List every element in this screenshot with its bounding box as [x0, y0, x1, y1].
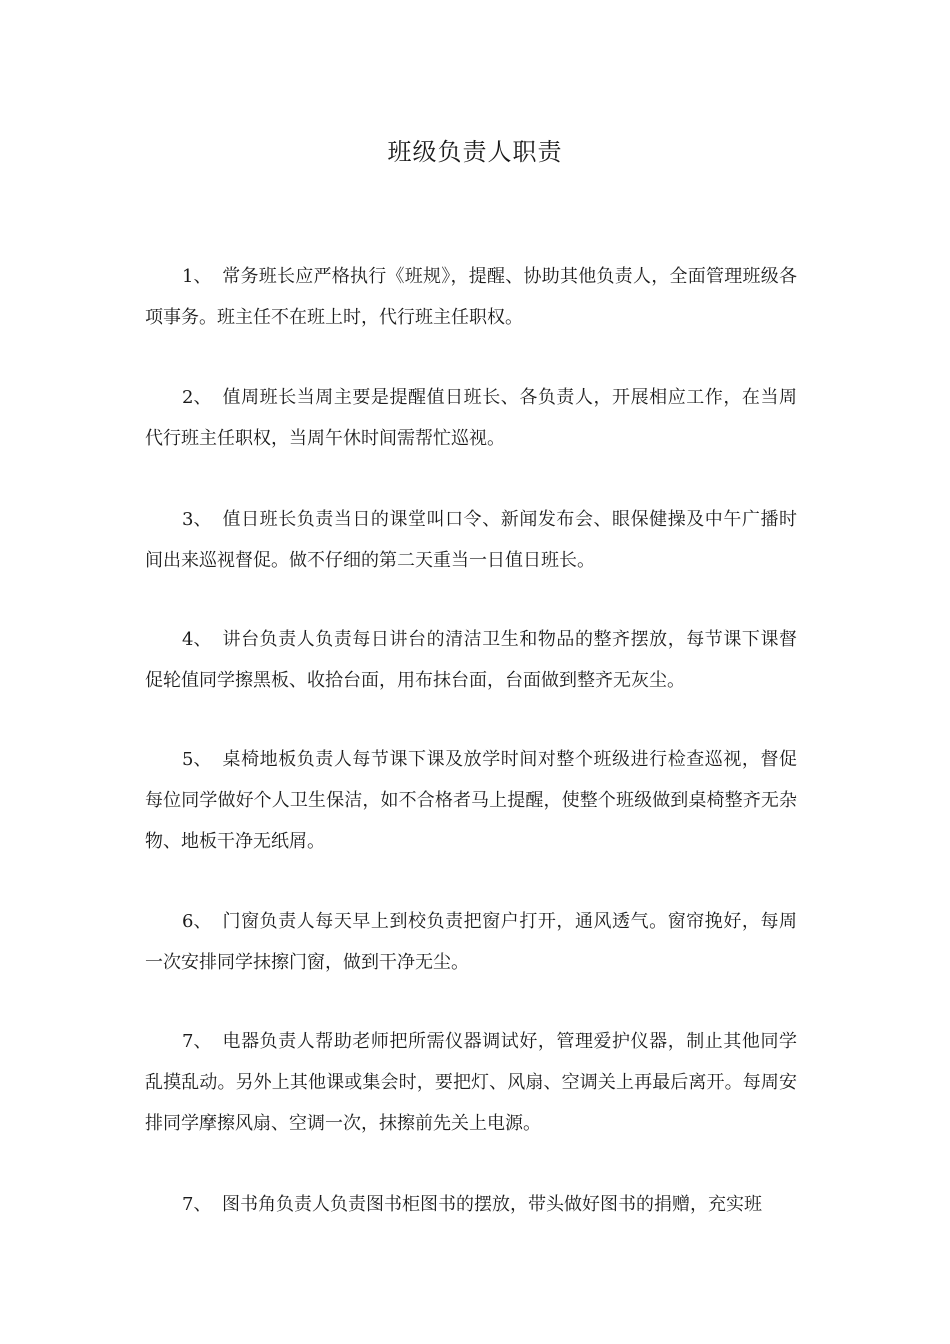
item-number: 7、	[182, 1194, 212, 1215]
list-item	[145, 1184, 797, 1225]
item-number: 2、	[182, 387, 212, 408]
item-number: 6、	[182, 911, 212, 932]
item-text: 桌椅地板负责人每节课下课及放学时间对整个班级进行检查巡视，督促每位同学做好个人卫生保洁，如不合格者马上提醒，使整个班级做到桌椅整齐无杂物、地板干净无纸屑。	[145, 749, 797, 852]
list-item	[145, 377, 797, 459]
item-number: 3、	[182, 509, 212, 530]
item-text: 电器负责人帮助老师把所需仪器调试好，管理爱护仪器，制止其他同学乱摸乱动。另外上其他课或集会时，要把灯、风扇、空调关上再最后离开。每周安排同学摩擦风扇、空调一次，抹擦前先关上电源。	[145, 1031, 797, 1134]
item-text: 常务班长应严格执行《班规》，提醒、协助其他负责人，全面管理班级各项事务。班主任不在班上时，代行班主任职权。	[145, 266, 797, 328]
list-item	[145, 256, 797, 338]
item-text: 值日班长负责当日的课堂叫口令、新闻发布会、眼保健操及中午广播时间出来巡视督促。做不仔细的第二天重当一日值日班长。	[145, 509, 797, 571]
page-title: 班级负责人职责	[387, 138, 563, 166]
list-item	[145, 1021, 797, 1144]
item-number: 7、	[182, 1031, 212, 1052]
list-item	[145, 499, 797, 581]
item-number: 5、	[182, 749, 212, 770]
item-text: 讲台负责人负责每日讲台的清洁卫生和物品的整齐摆放，每节课下课督促轮值同学擦黑板、收拾台面，用布抹台面，台面做到整齐无灰尘。	[145, 629, 797, 691]
item-number: 1、	[182, 266, 212, 287]
item-text: 门窗负责人每天早上到校负责把窗户打开，通风透气。窗帘挽好，每周一次安排同学抹擦门窗，做到干净无尘。	[145, 911, 797, 973]
item-number: 4、	[182, 629, 212, 650]
list-item	[145, 619, 797, 701]
item-text: 图书角负责人负责图书柜图书的摆放，带头做好图书的捐赠，充实班	[222, 1194, 762, 1215]
list-item	[145, 901, 797, 983]
list-item	[145, 739, 797, 862]
item-text: 值周班长当周主要是提醒值日班长、各负责人，开展相应工作，在当周代行班主任职权，当周午休时间需帮忙巡视。	[145, 387, 797, 449]
